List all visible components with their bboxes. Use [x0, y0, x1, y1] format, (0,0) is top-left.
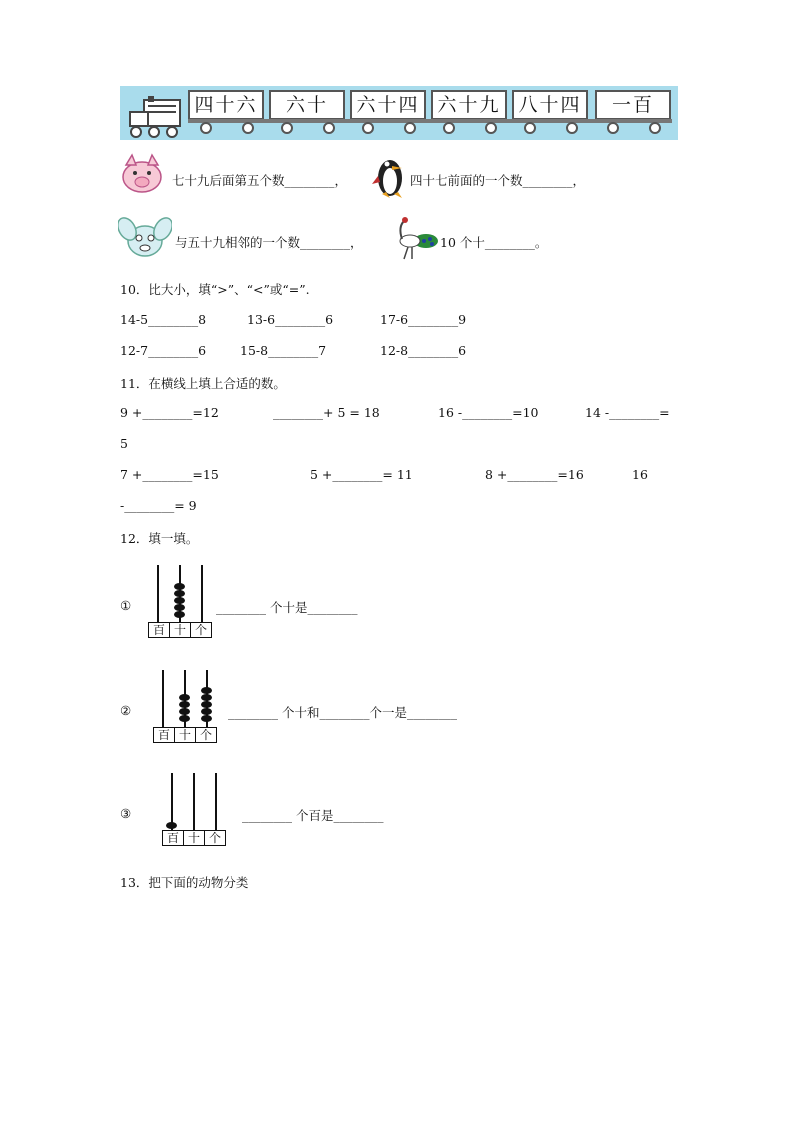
wheel — [524, 122, 536, 134]
q11-item: 5 +________= 11 — [310, 467, 413, 482]
train-car-2: 六十 — [269, 90, 345, 120]
q12-title: 12．填一填。 — [120, 531, 199, 546]
place-ones: 个 — [208, 831, 221, 845]
question-bird: 10 个十________。 — [440, 235, 548, 250]
peacock-icon — [388, 213, 440, 264]
abacus-3 — [162, 773, 226, 847]
question-pig: 七十九后面第五个数________， — [172, 173, 348, 188]
penguin-icon — [372, 150, 408, 203]
place-tens: 十 — [170, 623, 191, 637]
place-ones: 个 — [194, 623, 207, 637]
wheel — [566, 122, 578, 134]
place-hundreds: 百 — [163, 831, 184, 845]
q11-item: ________+ 5 = 18 — [273, 405, 380, 420]
place-tens: 十 — [184, 831, 205, 845]
q11-wrap: 5 — [120, 436, 128, 451]
wheel — [607, 122, 619, 134]
q11-item: 8 +________=16 — [485, 467, 584, 482]
train-car-5: 八十四 — [512, 90, 588, 120]
place-tens: 十 — [175, 728, 196, 742]
q10-item: 12-7________6 — [120, 343, 207, 358]
train-base — [188, 119, 672, 123]
item-text: ________ 个十是________ — [216, 600, 358, 615]
q10-item: 15-8________7 — [240, 343, 327, 358]
place-ones: 个 — [199, 728, 212, 742]
number-train — [120, 86, 678, 140]
q10-item: 14-5________8 — [120, 312, 207, 327]
place-hundreds: 百 — [154, 728, 175, 742]
item-mark: ② — [120, 703, 132, 718]
locomotive-icon — [124, 94, 186, 138]
q10-item: 13-6________6 — [247, 312, 334, 327]
train-car-6: 一百 — [595, 90, 671, 120]
wheel — [200, 122, 212, 134]
item-text: ________ 个百是________ — [242, 808, 384, 823]
wheel — [323, 122, 335, 134]
item-mark: ③ — [120, 806, 132, 821]
item-mark: ① — [120, 598, 132, 613]
abacus-1 — [148, 565, 212, 639]
abacus-2 — [153, 670, 217, 744]
wheel — [485, 122, 497, 134]
pig-icon — [120, 153, 164, 198]
train-car-4: 六十九 — [431, 90, 507, 120]
train-car-1: 四十六 — [188, 90, 264, 120]
q11-item: 7 +________=15 — [120, 467, 219, 482]
q13-title: 13．把下面的动物分类 — [120, 875, 249, 890]
wheel — [649, 122, 661, 134]
wheel — [242, 122, 254, 134]
wheel — [404, 122, 416, 134]
q11-item: 9 +________=12 — [120, 405, 219, 420]
train-car-3: 六十四 — [350, 90, 426, 120]
q10-item: 17-6________9 — [380, 312, 467, 327]
question-penguin: 四十七前面的一个数________， — [410, 173, 586, 188]
item-text: ________ 个十和________个一是________ — [228, 705, 457, 720]
q11-title: 11．在横线上填上合适的数。 — [120, 376, 286, 391]
q11-item: 16 — [632, 467, 648, 482]
wheel — [281, 122, 293, 134]
q10-title: 10．比大小，填“>”、“<”或“=”. — [120, 282, 310, 297]
q11-item: 16 -________=10 — [438, 405, 539, 420]
q11-item: 14 -________= — [585, 405, 670, 420]
rabbit-icon — [118, 215, 172, 264]
wheel — [443, 122, 455, 134]
q10-item: 12-8________6 — [380, 343, 467, 358]
place-hundreds: 百 — [149, 623, 170, 637]
question-rabbit: 与五十九相邻的一个数________， — [175, 235, 363, 250]
wheel — [362, 122, 374, 134]
q11-wrap: -________= 9 — [120, 498, 197, 513]
